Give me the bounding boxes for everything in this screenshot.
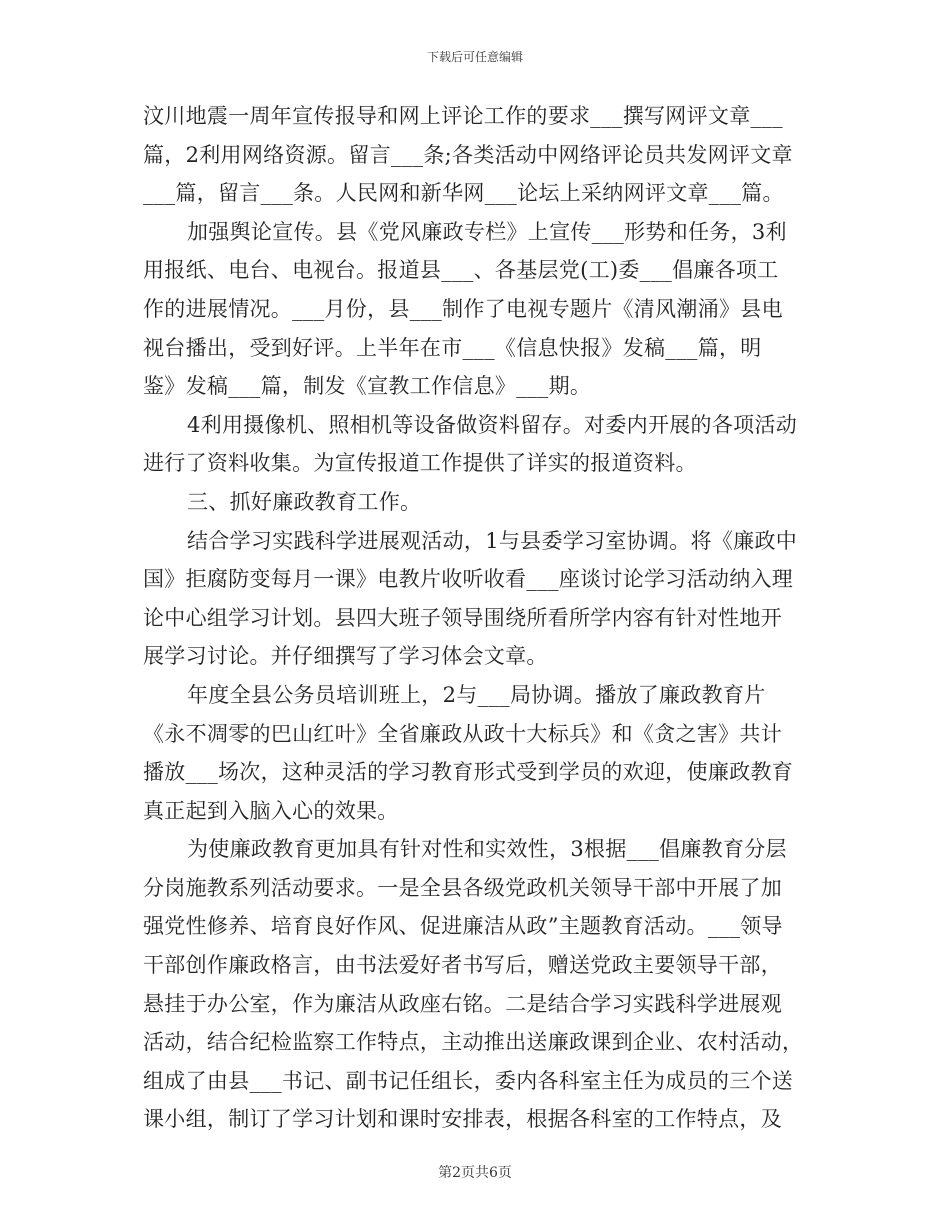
paragraph-start-line: 加强舆论宣传。县《党风廉政专栏》上宣传___形势和任务，3利 xyxy=(187,219,787,244)
text-line: 悬挂于办公室，作为廉洁从政座右铭。二是结合学习实践科学进展观 xyxy=(143,991,782,1016)
document-body xyxy=(143,97,811,1139)
paragraph-start-line: 为使廉政教育更加具有针对性和实效性，3根据___倡廉教育分层 xyxy=(187,837,787,862)
text-line: 真正起到入脑入心的效果。 xyxy=(143,798,399,823)
text-line: 强党性修养、培育良好作风、促进廉洁从政”主题教育活动。___领导 xyxy=(143,914,783,939)
section-heading: 三、抓好廉政教育工作。 xyxy=(187,489,422,514)
paragraph-start-line: 结合学习实践科学进展观活动，1与县委学习室协调。将《廉政中 xyxy=(187,528,798,553)
text-line: 组成了由县___书记、副书记任组长，委内各科室主任为成员的三个送 xyxy=(143,1068,794,1093)
paragraph-start-line: 4利用摄像机、照相机等设备做资料留存。对委内开展的各项活动 xyxy=(187,412,798,437)
text-line: 国》拒腐防变每月一课》电教片收听收看___座谈讨论学习活动纳入理 xyxy=(143,567,794,592)
text-line: 用报纸、电台、电视台。报道县___、各基层党(工)委___倡廉各项工 xyxy=(143,258,779,283)
text-line: 《永不凋零的巴山红叶》全省廉政从政十大标兵》和《贪之害》共计 xyxy=(143,721,782,746)
text-line: 干部创作廉政格言，由书法爱好者书写后，赠送党政主要领导干部， xyxy=(143,953,782,978)
text-line: 论中心组学习计划。县四大班子领导围绕所看所学内容有针对性地开 xyxy=(143,605,782,630)
text-line: 课小组，制订了学习计划和课时安排表，根据各科室的工作特点，及 xyxy=(143,1107,782,1132)
text-line: 作的进展情况。___月份，县___制作了电视专题片《清风潮涌》县电 xyxy=(143,296,783,321)
text-line: 视台播出，受到好评。上半年在市___《信息快报》发稿___篇，明 xyxy=(143,335,762,360)
text-line: 汶川地震一周年宣传报导和网上评论工作的要求___撰写网评文章___ xyxy=(143,104,783,128)
text-line: 展学习讨论。并仔细撰写了学习体会文章。 xyxy=(143,644,548,669)
text-line: 篇，2利用网络资源。留言___条;各类活动中网络评论员共发网评文章 xyxy=(143,142,793,167)
page-header: 下载后可任意编辑 xyxy=(426,50,523,64)
text-line: 播放___场次，这种灵活的学习教育形式受到学员的欢迎，使廉政教育 xyxy=(143,760,794,785)
paragraph-start-line: 年度全县公务员培训班上，2与___局协调。播放了廉政教育片 xyxy=(187,682,766,707)
text-line: 分岗施教系列活动要求。一是全县各级党政机关领导干部中开展了加 xyxy=(143,875,782,900)
text-line: 进行了资料收集。为宣传报道工作提供了详实的报道资料。 xyxy=(143,451,697,476)
text-line: 鉴》发稿___篇，制发《宣教工作信息》___期。 xyxy=(143,374,592,399)
text-line: 活动，结合纪检监察工作特点，主动推出送廉政课到企业、农村活动， xyxy=(143,1030,804,1055)
text-line: ___篇，留言___条。人民网和新华网___论坛上采纳网评文章___篇。 xyxy=(143,181,784,206)
page-number-footer: 第2页共6页 xyxy=(438,1165,512,1181)
